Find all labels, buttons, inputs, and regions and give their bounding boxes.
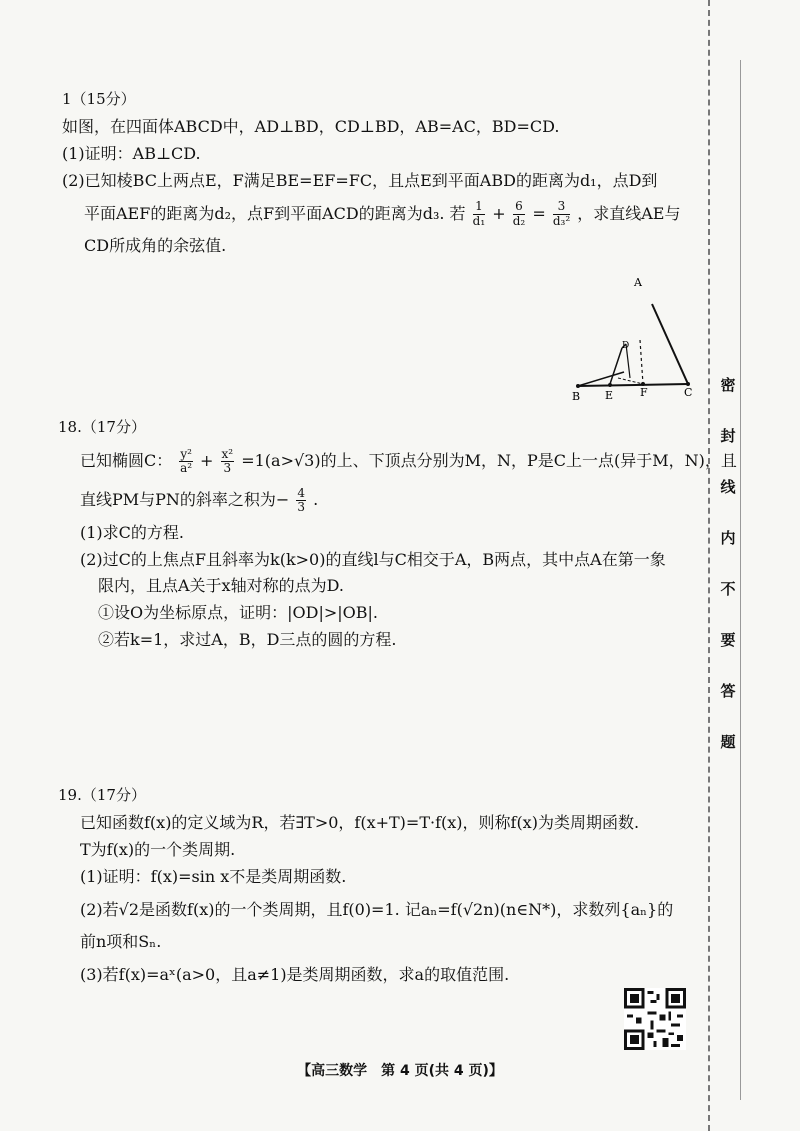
- edge-F-dashed: [640, 340, 643, 384]
- edge-BC: [578, 384, 688, 386]
- problem-18-q2-i: ①设O为坐标原点，证明：|OD|>|OB|.: [98, 603, 378, 623]
- problem-17-part2-d: CD所成角的余弦值.: [84, 236, 227, 256]
- fraction-den: d₂: [512, 213, 526, 228]
- equals-sign: =: [532, 203, 546, 223]
- problem-18-q2-ii: ②若k=1，求过A，B，D三点的圆的方程.: [98, 630, 397, 650]
- fraction-num: 3: [553, 200, 570, 214]
- stem-text: =1(a>√3)的上、下顶点分别为M，N，P是C上一点(异于M，N)，且: [241, 451, 737, 471]
- binding-solid-line: [740, 60, 741, 1100]
- notice-char: 内: [720, 529, 736, 547]
- problem-18-q1: (1)求C的方程.: [80, 522, 184, 542]
- qr-code: [624, 988, 686, 1050]
- label-B: B: [572, 390, 581, 403]
- problem-18: [58, 416, 737, 655]
- label-F: F: [640, 386, 648, 399]
- fraction-den: d₃²: [552, 213, 571, 228]
- problem-17-stem: 如图，在四面体ABCD中，AD⊥BD，CD⊥BD，AB=AC，BD=CD.: [62, 117, 560, 137]
- label-D: D: [622, 341, 630, 351]
- problem-points: （15分）: [71, 90, 136, 108]
- fraction-4-over-3: [296, 487, 306, 514]
- problem-17: [62, 88, 702, 261]
- notice-char: 要: [720, 631, 736, 649]
- label-E: E: [605, 389, 614, 402]
- notice-char: 题: [720, 733, 736, 751]
- plus-sign: +: [200, 451, 214, 471]
- problem-18-q2-a: (2)过C的上焦点F且斜率为k(k>0)的直线l与C相交于A，B两点，其中点A在第一象: [80, 549, 666, 569]
- tetrahedron-figure: [560, 268, 700, 403]
- notice-char: 密: [720, 376, 736, 394]
- problem-19-header: 19.（17分）: [58, 786, 146, 804]
- fraction-y2-over-a2: [179, 448, 193, 475]
- problem-18-stem-2: [58, 482, 698, 519]
- page-footer: 【高三数学 第 4 页(共 4 页)】: [297, 1063, 503, 1079]
- problem-19-q3: (3)若f(x)=aˣ(a>0，且a≠1)是类周期函数，求a的取值范围.: [80, 965, 510, 985]
- seal-line-notice: [716, 378, 740, 750]
- stem-text: 直线PM与PN的斜率之积为−: [80, 490, 290, 510]
- plus-sign: +: [492, 203, 506, 223]
- problem-19-q2-a: (2)若√2是函数f(x)的一个类周期，且f(0)=1. 记aₙ=f(√2n)(n∈N*)，求数列{aₙ}的: [80, 899, 674, 919]
- part2-b-text: 平面AEF的距离为d₂，点F到平面ACD的距离为d₃. 若: [84, 203, 466, 223]
- fraction-den: 3: [223, 461, 232, 476]
- problem-19-q1: (1)证明：f(x)=sin x不是类周期函数.: [80, 866, 347, 886]
- edge-AC: [652, 304, 688, 384]
- label-A: A: [634, 276, 642, 289]
- problem-18-header: 18.（17分）: [58, 418, 146, 436]
- stem-text: .: [313, 490, 319, 510]
- fraction-6-over-d2: [513, 200, 526, 227]
- notice-char: 线: [720, 478, 736, 496]
- stem-text: 已知椭圆C：: [80, 451, 173, 471]
- problem-18-stem-1: [58, 443, 737, 480]
- problem-19-stem-1: 已知函数f(x)的定义域为R，若∃T>0，f(x+T)=T·f(x)，则称f(x)为类周期函数.: [80, 813, 640, 833]
- problem-17-part2-b: [62, 196, 702, 233]
- fraction-3-over-d3sq: [553, 200, 570, 227]
- problem-17-header: [62, 88, 702, 111]
- fraction-num: y²: [180, 447, 192, 462]
- fraction-num: x²: [221, 447, 234, 462]
- edge-EF-dashed: [618, 378, 643, 384]
- fraction-den: 3: [297, 500, 306, 515]
- problem-19-stem-2: T为f(x)的一个类周期.: [80, 840, 236, 860]
- point-B: [576, 384, 580, 388]
- fraction-num: 1: [473, 200, 486, 214]
- problem-number: 1: [62, 90, 72, 108]
- problem-17-part2-a: (2)已知棱BC上两点E，F满足BE=EF=FC，且点E到平面ABD的距离为d₁，点D到: [62, 170, 658, 190]
- fraction-num: 4: [297, 485, 306, 500]
- notice-char: 答: [720, 682, 736, 700]
- problem-19: [58, 784, 698, 996]
- part2-c-text: ，求直线AE与: [577, 203, 681, 223]
- point-E: [608, 383, 612, 387]
- notice-char: 封: [720, 427, 736, 445]
- fraction-num: 6: [513, 200, 526, 214]
- fraction-den: d₁: [472, 213, 486, 228]
- fraction-x2-over-3: [221, 448, 235, 475]
- fraction-den: a²: [180, 461, 193, 476]
- notice-char: 不: [720, 580, 736, 598]
- problem-18-q2-b: 限内，且点A关于x轴对称的点为D.: [98, 576, 344, 596]
- problem-17-part1: (1)证明：AB⊥CD.: [62, 144, 201, 164]
- label-C: C: [684, 386, 693, 399]
- fraction-1-over-d1: [473, 200, 486, 227]
- binding-dashed-line: [708, 0, 710, 1131]
- edge-BD: [578, 372, 624, 386]
- problem-19-q2-b: 前n项和Sₙ.: [80, 932, 162, 952]
